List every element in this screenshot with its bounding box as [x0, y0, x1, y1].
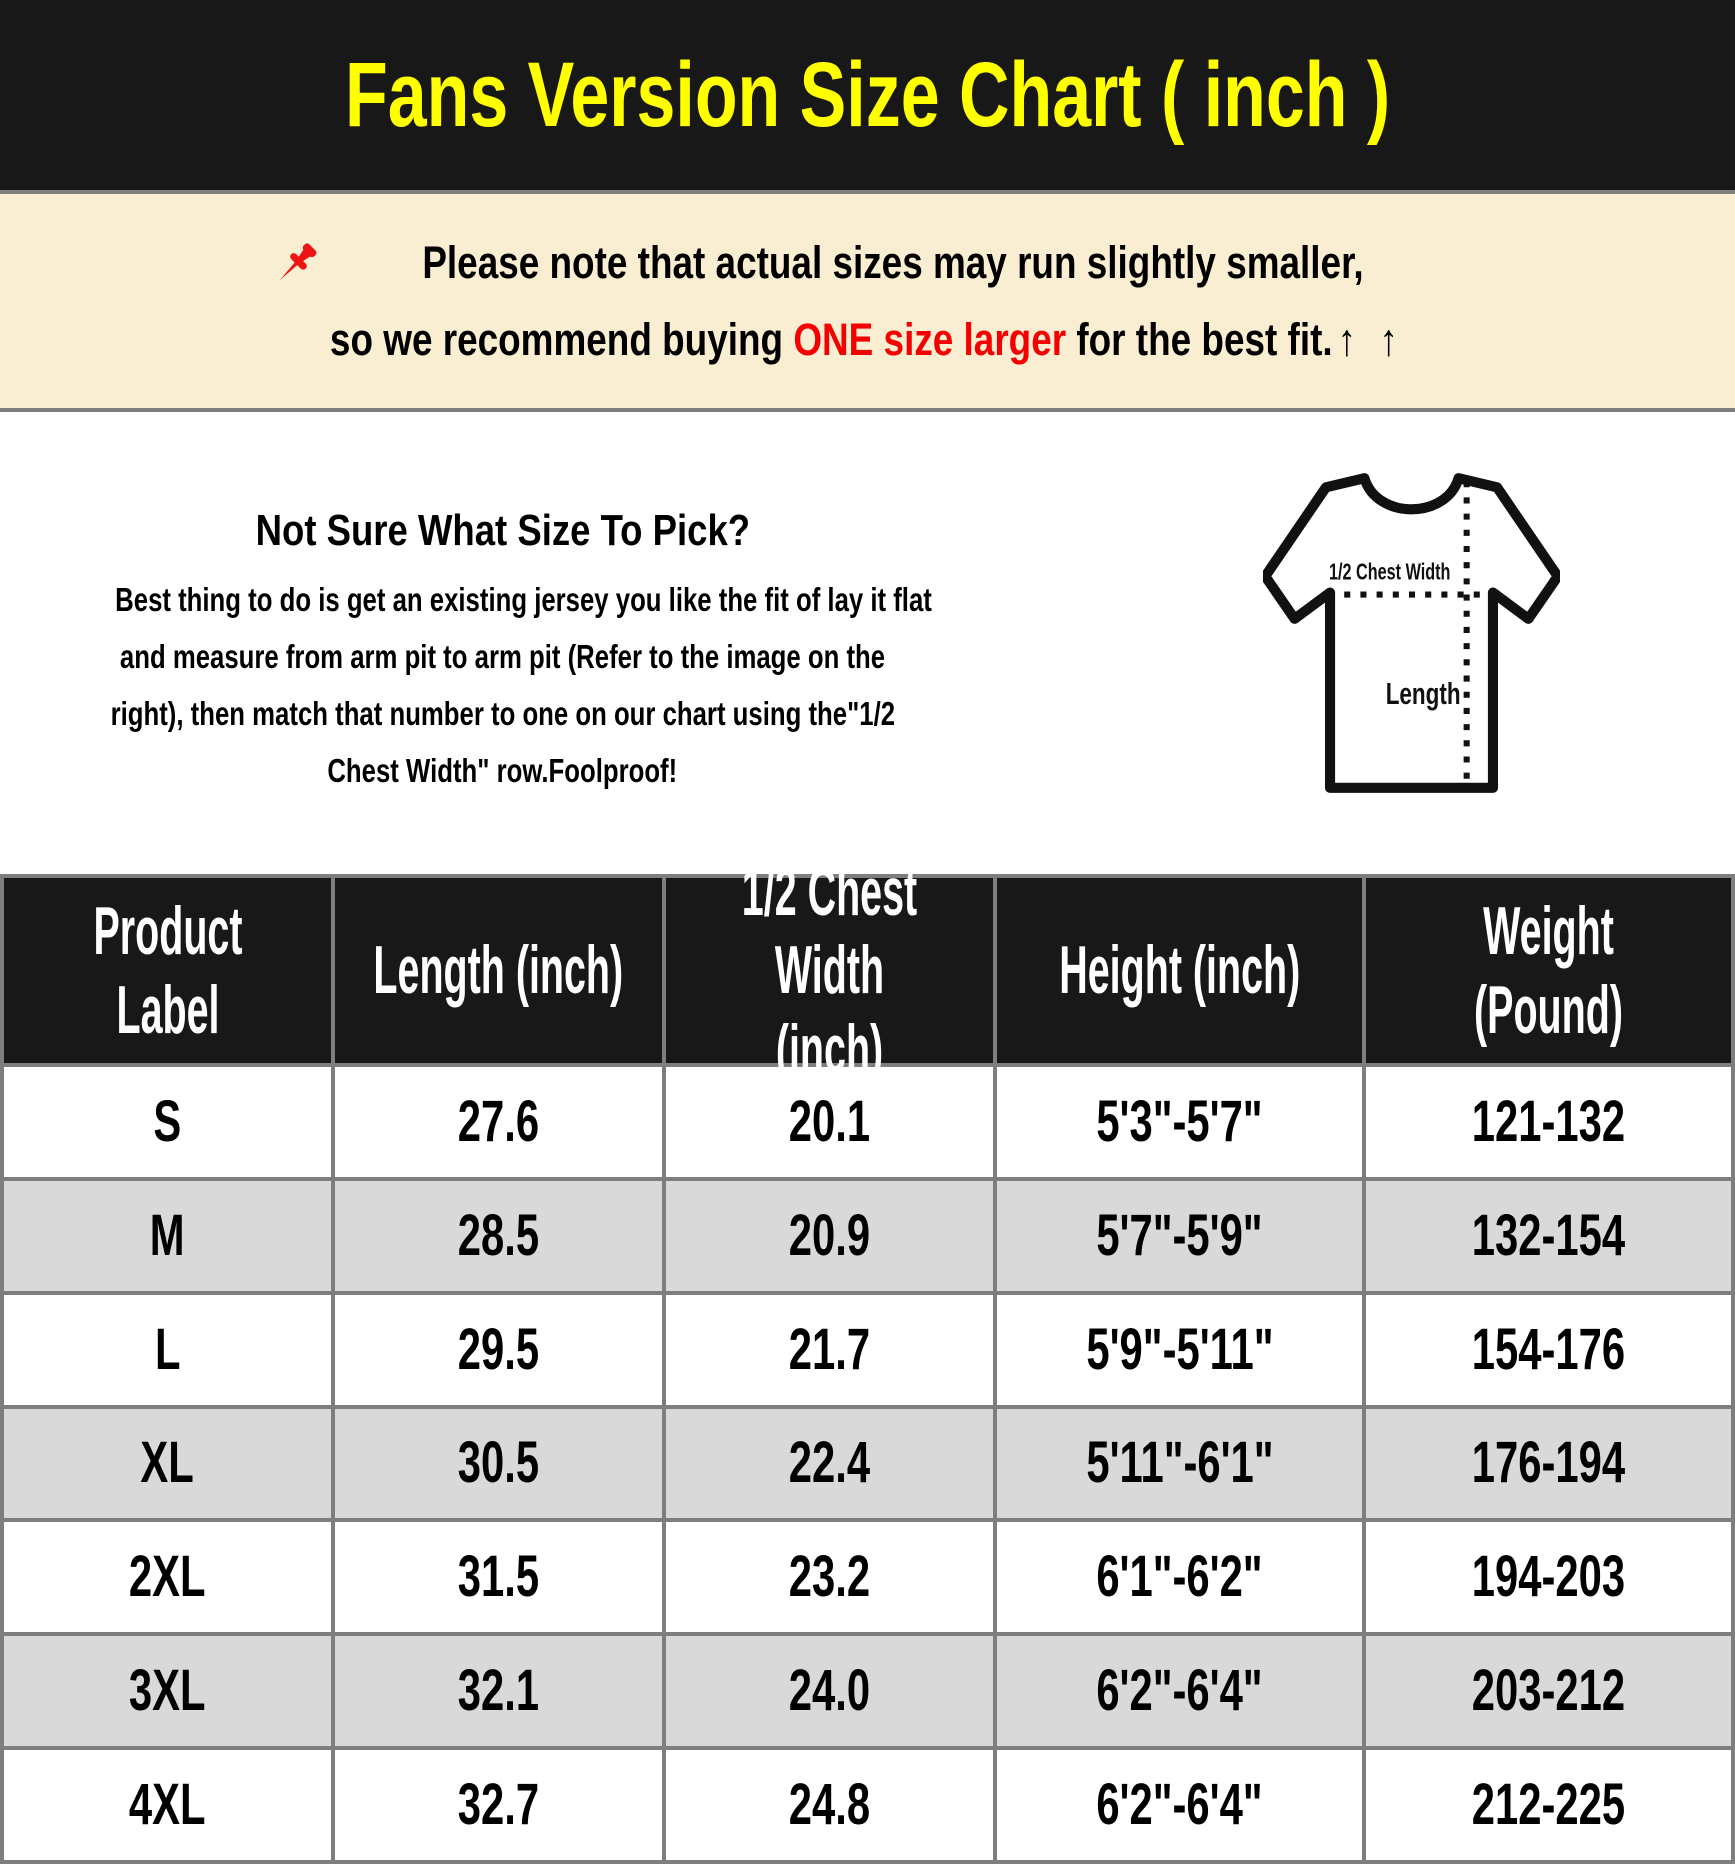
- cell-length: 32.7: [335, 1750, 662, 1860]
- guide-text-block: [0, 506, 1005, 799]
- notice-line-2: [212, 315, 1522, 365]
- cell-weight: 121-132: [1366, 1067, 1731, 1177]
- cell-length: 32.1: [335, 1636, 662, 1746]
- cell-height: 6'1"-6'2": [997, 1522, 1362, 1632]
- up-arrows-icon: ↑ ↑: [1337, 314, 1405, 365]
- header-cell-product-label: Product Label: [4, 878, 331, 1063]
- notice-text-2-prefix: so we recommend buying: [330, 314, 794, 365]
- size-chart-table: [0, 854, 1735, 1864]
- guide-line: and measure from arm pit to arm pit (Refer to the image on the: [119, 637, 886, 675]
- page-title: Fans Version Size Chart ( inch ): [344, 44, 1391, 146]
- header-cell-height: Height (inch): [997, 878, 1362, 1063]
- cell-height: 6'2"-6'4": [997, 1750, 1362, 1860]
- notice-banner: [0, 194, 1735, 408]
- cell-size-label: S: [4, 1067, 331, 1177]
- cell-height: 5'7"-5'9": [997, 1181, 1362, 1291]
- tshirt-outline: [1265, 478, 1557, 788]
- notice-text-2: [330, 315, 1404, 365]
- cell-length: 28.5: [335, 1181, 662, 1291]
- cell-chest: 24.0: [666, 1636, 993, 1746]
- cell-chest: 23.2: [666, 1522, 993, 1632]
- cell-length: 27.6: [335, 1067, 662, 1177]
- pushpin-icon: [269, 230, 323, 302]
- guide-line: Best thing to do is get an existing jersey you like the fit of lay it flat: [115, 580, 932, 618]
- cell-chest: 24.8: [666, 1750, 993, 1860]
- guide-line: Chest Width" row.Foolproof!: [327, 751, 678, 789]
- length-label: Length: [1385, 677, 1461, 711]
- notice-text-1: Please note that actual sizes may run slightly smaller,: [421, 236, 1364, 288]
- cell-length: 30.5: [335, 1409, 662, 1519]
- cell-weight: 176-194: [1366, 1409, 1731, 1519]
- cell-chest: 20.9: [666, 1181, 993, 1291]
- guide-line: right), then match that number to one on our chart using the"1/2: [110, 694, 896, 732]
- header-cell-length: Length (inch): [335, 878, 662, 1063]
- cell-chest: 22.4: [666, 1409, 993, 1519]
- cell-height: 5'11"-6'1": [997, 1409, 1362, 1519]
- cell-height: 6'2"-6'4": [997, 1636, 1362, 1746]
- cell-size-label: XL: [4, 1409, 331, 1519]
- cell-chest: 21.7: [666, 1295, 993, 1405]
- cell-weight: 132-154: [1366, 1181, 1731, 1291]
- cell-size-label: M: [4, 1181, 331, 1291]
- cell-weight: 154-176: [1366, 1295, 1731, 1405]
- cell-weight: 194-203: [1366, 1522, 1731, 1632]
- guide-heading: Not Sure What Size To Pick?: [255, 506, 750, 555]
- cell-size-label: 2XL: [4, 1522, 331, 1632]
- cell-size-label: L: [4, 1295, 331, 1405]
- notice-line-1: [269, 238, 1467, 288]
- cell-size-label: 3XL: [4, 1636, 331, 1746]
- header-cell-chest-width: 1/2 Chest Width (inch): [666, 878, 993, 1063]
- chest-width-label: 1/2 Chest Width: [1329, 558, 1451, 585]
- cell-height: 5'9"-5'11": [997, 1295, 1362, 1405]
- cell-size-label: 4XL: [4, 1750, 331, 1860]
- tshirt-measure-diagram: [1263, 465, 1560, 802]
- notice-highlight: ONE size larger: [793, 314, 1067, 365]
- header-cell-weight: Weight (Pound): [1366, 878, 1731, 1063]
- cell-weight: 212-225: [1366, 1750, 1731, 1860]
- title-bar: [0, 0, 1735, 190]
- notice-text-2-suffix: for the best fit.: [1066, 314, 1333, 365]
- cell-weight: 203-212: [1366, 1636, 1731, 1746]
- cell-chest: 20.1: [666, 1067, 993, 1177]
- cell-length: 29.5: [335, 1295, 662, 1405]
- cell-height: 5'3"-5'7": [997, 1067, 1362, 1177]
- cell-length: 31.5: [335, 1522, 662, 1632]
- size-guide-section: [0, 412, 1735, 874]
